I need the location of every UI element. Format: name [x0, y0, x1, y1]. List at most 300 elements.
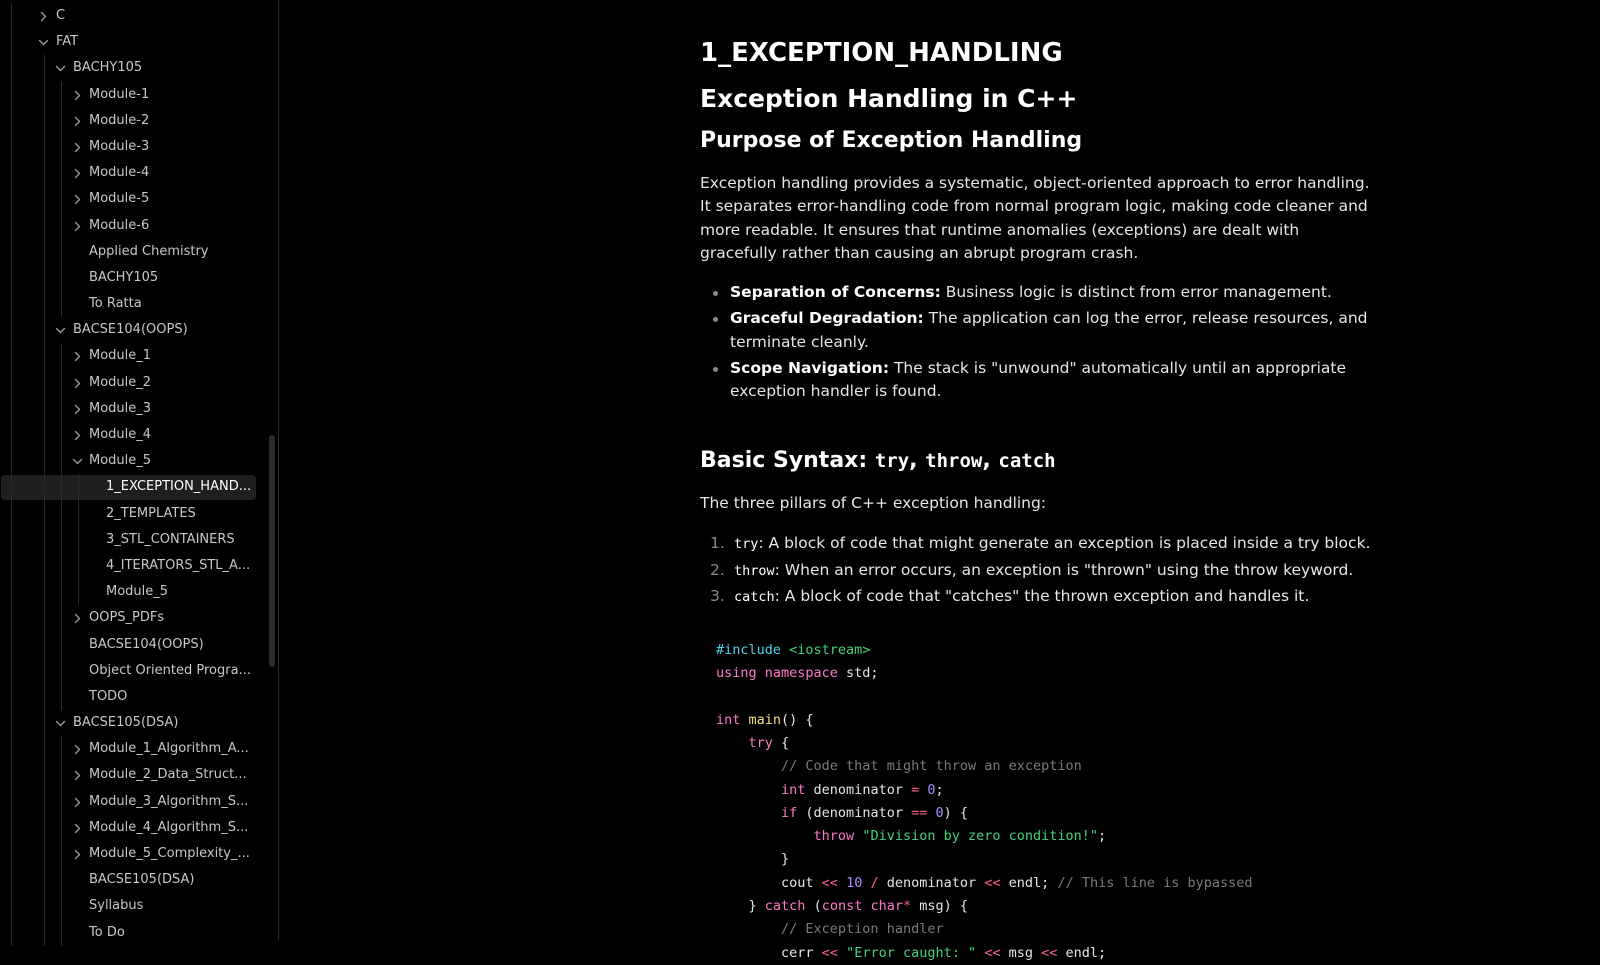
tree-indent-guide: [11, 108, 12, 134]
tree-indent-guide: [78, 474, 79, 500]
tree-indent-guide: [44, 501, 45, 527]
tree-indent-guide: [44, 343, 45, 369]
chevron-right-icon[interactable]: [72, 762, 84, 788]
tree-item[interactable]: [0, 3, 278, 29]
tree-item-label: 3_STL_CONTAINERS: [106, 531, 235, 547]
tree-indent-guide: [11, 3, 12, 29]
tree-item-label: To Do: [89, 924, 125, 940]
tree-item[interactable]: [0, 789, 278, 815]
tree-indent-guide: [11, 867, 12, 893]
tree-indent-guide: [78, 527, 79, 553]
pillar-text: : A block of code that might generate an exception is placed inside a try block.: [758, 533, 1371, 552]
purpose-bullet: [730, 357, 1380, 404]
tree-indent-guide: [44, 789, 45, 815]
code-token: if: [781, 804, 806, 821]
tree-indent-guide: [44, 658, 45, 684]
tree-indent-guide: [44, 893, 45, 919]
code-line: [716, 942, 1380, 965]
chevron-right-icon[interactable]: [72, 396, 84, 422]
pillar-number: 2.: [710, 560, 725, 579]
code-token: int: [716, 711, 749, 728]
code-token: (: [813, 898, 822, 915]
tree-indent-guide: [44, 553, 45, 579]
tree-item-label: BACSE104(OOPS): [73, 322, 188, 338]
tree-indent-guide: [61, 920, 62, 946]
code-token: ) {: [943, 804, 969, 821]
syntax-code-try: try: [874, 449, 910, 472]
code-token: cout: [716, 874, 822, 891]
chevron-right-icon[interactable]: [72, 160, 84, 186]
code-token: main: [748, 711, 782, 728]
code-token: <iostream>: [789, 641, 871, 658]
tree-indent-guide: [44, 134, 45, 160]
tree-indent-guide: [11, 396, 12, 422]
tree-item-label: Module-1: [89, 86, 150, 102]
tree-indent-guide: [78, 553, 79, 579]
code-token: <<: [821, 874, 847, 891]
tree-item[interactable]: [0, 632, 278, 658]
tree-item-label: Module-6: [89, 217, 150, 233]
code-token: denominator: [886, 874, 985, 891]
pillar-keyword: catch: [734, 589, 775, 606]
code-token: std;: [846, 665, 879, 682]
tree-item[interactable]: [0, 893, 278, 919]
chevron-right-icon[interactable]: [72, 841, 84, 867]
tree-item[interactable]: [0, 815, 278, 841]
tree-item[interactable]: [0, 108, 278, 134]
tree-indent-guide: [61, 553, 62, 579]
tree-item-label: BACHY105: [89, 269, 159, 285]
code-line: [716, 709, 1380, 732]
syntax-code-catch: catch: [998, 449, 1056, 472]
heading-basic-syntax: [700, 444, 1380, 478]
chevron-down-icon[interactable]: [38, 29, 50, 55]
tree-indent-guide: [61, 213, 62, 239]
tree-indent-guide: [11, 370, 12, 396]
tree-indent-guide: [11, 82, 12, 108]
tree-indent-guide: [11, 239, 12, 265]
tree-indent-guide: [61, 265, 62, 291]
tree-indent-guide: [11, 605, 12, 631]
purpose-bullet: [730, 307, 1380, 354]
tree-item-label: Module_5: [89, 453, 152, 469]
code-token: {: [772, 734, 790, 751]
tree-indent-guide: [11, 186, 12, 212]
tree-indent-guide: [11, 553, 12, 579]
code-line: [716, 639, 1380, 662]
tree-indent-guide: [61, 291, 62, 317]
chevron-down-icon[interactable]: [72, 448, 84, 474]
sidebar-scrollbar[interactable]: [269, 435, 275, 667]
tree-item-label: Module_4: [89, 427, 152, 442]
code-line: [716, 732, 1380, 755]
tree-indent-guide: [11, 789, 12, 815]
bullet-text: The stack is "unwound" automatically until an appropriate exception handler is found.: [730, 359, 1346, 401]
code-token: "Division by zero condition!": [862, 828, 1099, 845]
code-token: () {: [781, 711, 814, 728]
code-token: }: [716, 898, 765, 915]
tree-indent-guide: [11, 213, 12, 239]
heading-exception-handling: Exception Handling in C++: [700, 84, 1078, 113]
tree-indent-guide: [61, 134, 62, 160]
tree-indent-guide: [11, 762, 12, 788]
tree-item-label: C: [56, 8, 66, 23]
tree-item[interactable]: [0, 684, 278, 710]
tree-item-label: 2_TEMPLATES: [106, 505, 196, 521]
code-token: int: [781, 781, 814, 798]
tree-item[interactable]: [0, 134, 278, 160]
tree-item[interactable]: [0, 501, 278, 527]
tree-indent-guide: [11, 501, 12, 527]
tree-item-label: To Ratta: [89, 296, 142, 312]
code-token: msg: [1008, 944, 1042, 961]
code-token: 0: [927, 781, 936, 798]
code-token: "Error caught: ": [846, 944, 977, 961]
tree-item[interactable]: [0, 317, 278, 343]
tree-item[interactable]: [0, 841, 278, 867]
code-token: // Code that might throw an exception: [781, 758, 1082, 775]
tree-item-label: Object Oriented Progra...: [89, 662, 251, 678]
tree-item-label: Module_3: [89, 400, 152, 416]
code-token: ;: [935, 781, 944, 798]
tree-indent-guide: [44, 213, 45, 239]
tree-item[interactable]: [0, 343, 278, 369]
tree-item[interactable]: [0, 291, 278, 317]
tree-indent-guide: [11, 134, 12, 160]
tree-indent-guide: [11, 160, 12, 186]
tree-item[interactable]: [0, 527, 278, 553]
tree-indent-guide: [44, 710, 45, 736]
tree-indent-guide: [11, 527, 12, 553]
code-token: char: [870, 898, 903, 915]
tree-indent-guide: [44, 632, 45, 658]
tree-item[interactable]: [0, 55, 278, 81]
syntax-code-throw: throw: [925, 449, 983, 472]
tree-indent-guide: [44, 422, 45, 448]
pillar-keyword: try: [734, 535, 759, 552]
pillar-keyword: throw: [734, 562, 775, 579]
tree-item-label: TODO: [89, 688, 128, 704]
bullet-term: Scope Navigation:: [730, 359, 890, 378]
code-token: <<: [976, 944, 1009, 961]
tree-item[interactable]: [0, 553, 278, 579]
tree-item[interactable]: [0, 762, 278, 788]
tree-indent-guide: [44, 55, 45, 81]
purpose-bullet-list: [700, 281, 1380, 403]
code-line: [716, 802, 1380, 825]
code-line: [716, 755, 1380, 778]
tree-indent-guide: [44, 82, 45, 108]
tree-indent-guide: [61, 343, 62, 369]
tree-item[interactable]: [0, 396, 278, 422]
chevron-right-icon[interactable]: [72, 213, 84, 239]
tree-item-label: Module_4_Algorithm_S...: [89, 819, 249, 835]
chevron-down-icon[interactable]: [55, 317, 67, 343]
tree-indent-guide: [61, 527, 62, 553]
code-line: [716, 779, 1380, 802]
tree-item-label: 4_ITERATORS_STL_A...: [106, 557, 251, 573]
code-line: [716, 895, 1380, 918]
code-token: *: [903, 898, 920, 915]
tree-indent-guide: [11, 448, 12, 474]
tree-indent-guide: [11, 579, 12, 605]
code-token: ;: [1098, 828, 1107, 845]
tree-indent-guide: [44, 108, 45, 134]
tree-item[interactable]: [0, 213, 278, 239]
tree-indent-guide: [44, 527, 45, 553]
chevron-right-icon[interactable]: [72, 370, 84, 396]
tree-indent-guide: [11, 815, 12, 841]
code-block: [700, 631, 1380, 965]
chevron-right-icon[interactable]: [72, 789, 84, 815]
tree-indent-guide: [11, 29, 12, 55]
tree-indent-guide: [11, 893, 12, 919]
chevron-right-icon[interactable]: [38, 3, 50, 29]
pillars-list: [700, 531, 1380, 611]
tree-item-label: Module_1_Algorithm_A...: [89, 741, 249, 757]
note-content-pane: [279, 0, 1600, 961]
code-token: #include: [716, 641, 790, 658]
file-tree: [0, 3, 278, 946]
chevron-right-icon[interactable]: [72, 108, 84, 134]
tree-item[interactable]: [0, 239, 278, 265]
chevron-right-icon[interactable]: [72, 815, 84, 841]
tree-item[interactable]: [0, 186, 278, 212]
tree-indent-guide: [61, 736, 62, 762]
code-token: catch: [764, 898, 814, 915]
code-token: const: [821, 898, 871, 915]
code-token: [716, 735, 749, 751]
bullet-term: Graceful Degradation:: [730, 309, 924, 328]
tree-indent-guide: [44, 160, 45, 186]
purpose-paragraph: Exception handling provides a systematic, object-oriented approach to error handling. It separates error-handling code from normal program logic, making code cleaner and more readable. It ensures that runtime anomalies (exceptions) are dealt with gracefully rather than causing an abrupt program crash.: [700, 174, 1370, 262]
tree-indent-guide: [44, 605, 45, 631]
tree-indent-guide: [11, 684, 12, 710]
code-line: [716, 825, 1380, 848]
chevron-right-icon[interactable]: [72, 736, 84, 762]
code-token: endl;: [1008, 874, 1058, 891]
note-title: 1_EXCEPTION_HANDLING: [700, 38, 1063, 68]
purpose-bullet: [730, 281, 1380, 304]
tree-indent-guide: [44, 736, 45, 762]
tree-indent-guide: [44, 474, 45, 500]
bullet-term: Separation of Concerns:: [730, 283, 941, 302]
tree-item-label: Applied Chemistry: [89, 243, 209, 259]
code-token: denominator: [813, 781, 912, 798]
code-line: [716, 662, 1380, 685]
tree-indent-guide: [44, 815, 45, 841]
tree-indent-guide: [44, 370, 45, 396]
tree-indent-guide: [61, 501, 62, 527]
tree-indent-guide: [11, 710, 12, 736]
tree-item-label: BACSE104(OOPS): [89, 636, 204, 652]
tree-indent-guide: [44, 920, 45, 946]
tree-item[interactable]: [0, 448, 278, 474]
tree-indent-guide: [61, 108, 62, 134]
tree-indent-guide: [44, 841, 45, 867]
tree-indent-guide: [11, 291, 12, 317]
tree-indent-guide: [61, 448, 62, 474]
tree-indent-guide: [44, 186, 45, 212]
chevron-right-icon[interactable]: [72, 186, 84, 212]
code-line: [716, 872, 1380, 895]
tree-indent-guide: [78, 501, 79, 527]
tree-indent-guide: [61, 893, 62, 919]
tree-indent-guide: [61, 841, 62, 867]
tree-item-label: Module-3: [89, 138, 150, 154]
tree-item[interactable]: [0, 82, 278, 108]
tree-indent-guide: [78, 579, 79, 605]
pillar-item: [700, 531, 1380, 558]
tree-item[interactable]: [0, 920, 278, 946]
tree-indent-guide: [61, 160, 62, 186]
file-explorer-sidebar: [0, 0, 279, 940]
code-token: msg) {: [919, 898, 969, 915]
tree-indent-guide: [11, 422, 12, 448]
tree-item-label: Module_3_Algorithm_S...: [89, 793, 249, 809]
syntax-heading-text: Basic Syntax:: [700, 447, 875, 473]
tree-item-label: BACSE105(DSA): [73, 715, 179, 731]
tree-indent-guide: [44, 579, 45, 605]
code-token: <<: [1041, 944, 1066, 961]
tree-item[interactable]: [0, 658, 278, 684]
heading-purpose: Purpose of Exception Handling: [700, 128, 1083, 153]
tree-indent-guide: [11, 265, 12, 291]
code-token: // This line is bypassed: [1057, 874, 1253, 891]
code-line: [716, 848, 1380, 871]
note-document: [700, 34, 1380, 965]
chevron-right-icon[interactable]: [72, 422, 84, 448]
code-token: endl;: [1065, 944, 1107, 961]
tree-item-label: 1_EXCEPTION_HAND...: [106, 479, 252, 495]
tree-item[interactable]: [0, 736, 278, 762]
chevron-right-icon[interactable]: [72, 343, 84, 369]
pillar-number: 1.: [710, 533, 725, 552]
bullet-text: The application can log the error, release resources, and terminate cleanly.: [730, 309, 1368, 351]
chevron-right-icon[interactable]: [72, 605, 84, 631]
tree-item[interactable]: [0, 160, 278, 186]
code-token: /: [870, 874, 887, 891]
tree-indent-guide: [11, 658, 12, 684]
tree-item-label: Module_1: [89, 348, 152, 364]
tree-indent-guide: [61, 239, 62, 265]
tree-item[interactable]: [0, 710, 278, 736]
syntax-sep-2: ,: [982, 447, 999, 473]
pillar-item: [700, 584, 1380, 611]
tree-indent-guide: [61, 605, 62, 631]
tree-item-label: Module_5_Complexity_...: [89, 846, 250, 861]
tree-indent-guide: [61, 579, 62, 605]
tree-indent-guide: [61, 789, 62, 815]
tree-item[interactable]: [0, 579, 278, 605]
code-token: =: [911, 781, 928, 798]
tree-indent-guide: [61, 396, 62, 422]
tree-item-label: BACHY105: [73, 60, 143, 76]
code-token: [716, 921, 781, 937]
tree-indent-guide: [11, 55, 12, 81]
code-token: 0: [935, 804, 944, 821]
tree-indent-guide: [61, 186, 62, 212]
tree-item-label: OOPS_PDFs: [89, 610, 165, 626]
code-token: try: [748, 734, 773, 751]
tree-indent-guide: [11, 841, 12, 867]
tree-indent-guide: [11, 736, 12, 762]
tree-item[interactable]: [0, 29, 278, 55]
code-line: [716, 918, 1380, 941]
tree-item[interactable]: [0, 867, 278, 893]
tree-indent-guide: [44, 239, 45, 265]
code-line: [716, 685, 1380, 708]
tree-indent-guide: [11, 343, 12, 369]
tree-indent-guide: [61, 632, 62, 658]
tree-indent-guide: [61, 658, 62, 684]
tree-item-label: Syllabus: [89, 898, 144, 914]
tree-indent-guide: [44, 317, 45, 343]
chevron-right-icon[interactable]: [72, 82, 84, 108]
tree-indent-guide: [61, 684, 62, 710]
tree-item-label: Module_5: [106, 584, 169, 600]
tree-item[interactable]: [0, 605, 278, 631]
tree-item[interactable]: [0, 474, 278, 500]
tree-indent-guide: [61, 82, 62, 108]
tree-indent-guide: [11, 632, 12, 658]
tree-indent-guide: [44, 265, 45, 291]
tree-item[interactable]: [0, 370, 278, 396]
code-token: }: [716, 851, 790, 868]
tree-item-label: Module_2_Data_Struct...: [89, 767, 247, 783]
tree-item[interactable]: [0, 265, 278, 291]
tree-indent-guide: [44, 448, 45, 474]
code-token: // Exception handler: [781, 921, 944, 938]
pillar-number: 3.: [710, 587, 725, 606]
tree-indent-guide: [44, 291, 45, 317]
code-token: ==: [911, 804, 936, 821]
tree-indent-guide: [11, 920, 12, 946]
pillars-intro: The three pillars of C++ exception handling:: [700, 493, 1047, 512]
tree-indent-guide: [61, 762, 62, 788]
pillar-text: : A block of code that "catches" the thrown exception and handles it.: [774, 587, 1310, 606]
code-token: throw: [813, 828, 863, 845]
pillar-item: [700, 558, 1380, 585]
chevron-right-icon[interactable]: [72, 134, 84, 160]
tree-item-label: Module_2: [89, 374, 152, 390]
tree-item[interactable]: [0, 422, 278, 448]
tree-indent-guide: [44, 396, 45, 422]
code-token: [716, 782, 781, 798]
code-token: [716, 758, 781, 774]
code-token: (denominator: [805, 804, 912, 821]
code-token: 10: [846, 874, 871, 891]
code-token: <<: [984, 874, 1009, 891]
code-token: [716, 828, 814, 844]
pillar-text: : When an error occurs, an exception is "thrown" using the throw keyword.: [774, 560, 1354, 579]
tree-item-label: Module-4: [89, 165, 150, 181]
tree-item-label: Module-5: [89, 191, 150, 207]
tree-item-label: Module-2: [89, 112, 150, 128]
code-token: using namespace: [716, 665, 847, 682]
tree-indent-guide: [44, 867, 45, 893]
tree-indent-guide: [61, 422, 62, 448]
tree-indent-guide: [44, 762, 45, 788]
tree-indent-guide: [61, 815, 62, 841]
chevron-down-icon[interactable]: [55, 710, 67, 736]
tree-indent-guide: [11, 474, 12, 500]
code-token: [716, 805, 781, 821]
chevron-down-icon[interactable]: [55, 55, 67, 81]
tree-item-label: FAT: [56, 34, 79, 50]
tree-indent-guide: [61, 867, 62, 893]
tree-indent-guide: [44, 684, 45, 710]
